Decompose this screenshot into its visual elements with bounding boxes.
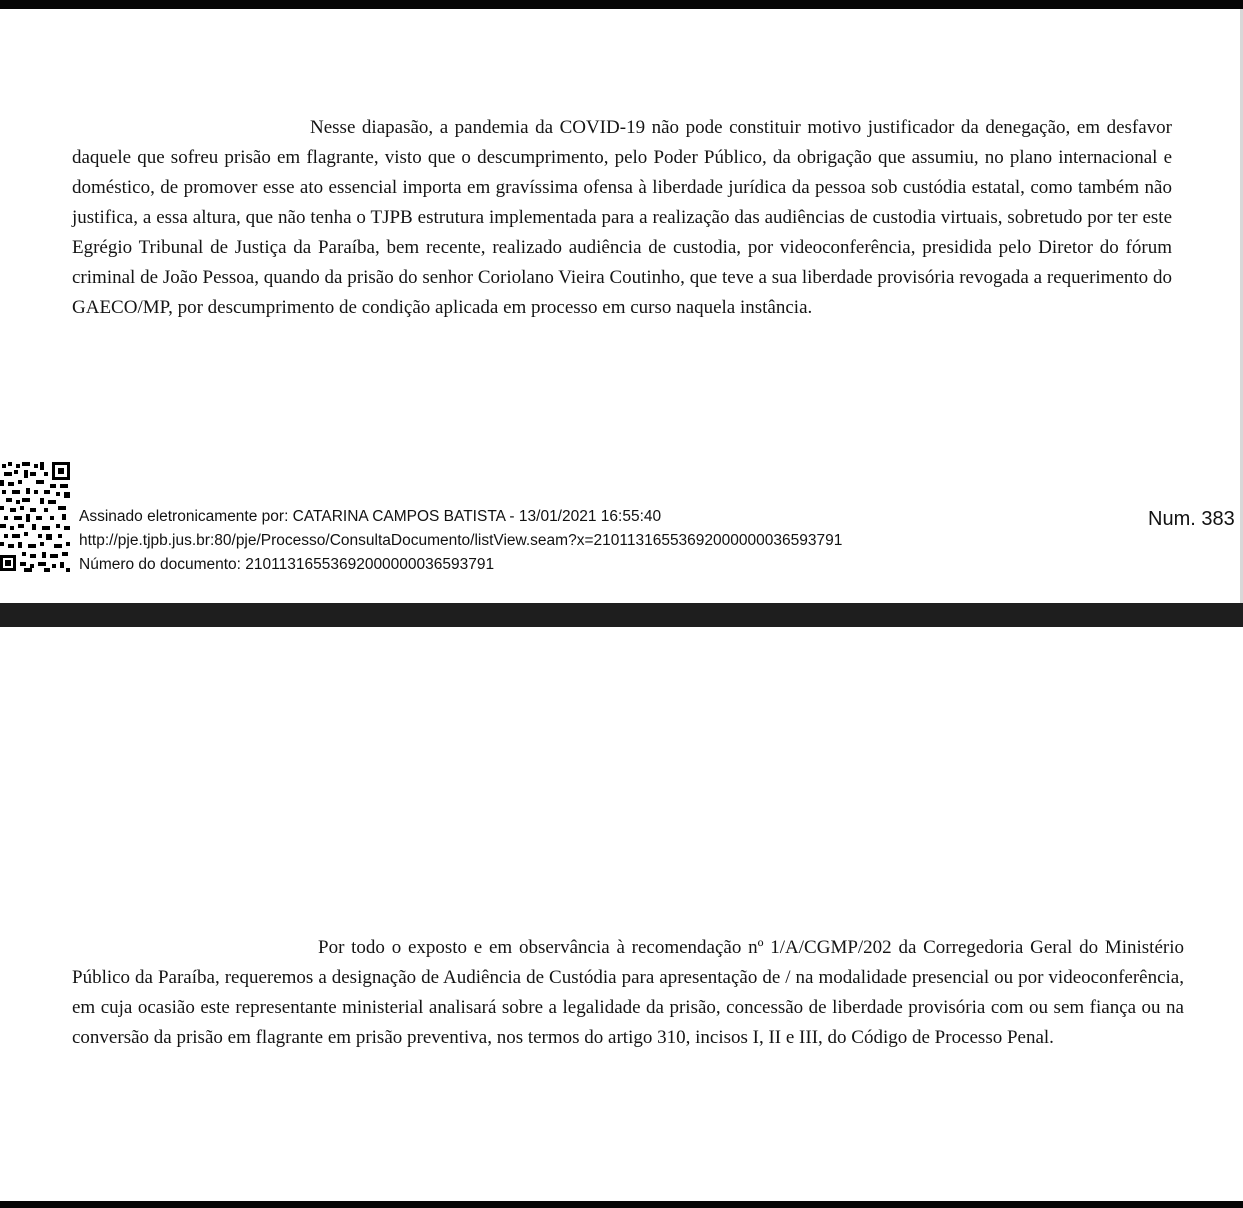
page-num-label: Num. 383 — [1148, 508, 1235, 530]
paragraph-request-text: Por todo o exposto e em observância à recomendação nº 1/A/CGMP/202 da Corregedoria Geral do Ministério Público da Paraíba, requeremos a designação de Audiência de Custódia para apresentação de / na modalidade presencial ou por videoconferência, em cuja ocasião este representante ministerial analisará sobre a legalidade da prisão, concessão de liberdade provisória com ou sem fiança ou na conversão da prisão em flagrante em prisão preventiva, nos termos do artigo 310, incisos I, II e III, do Código de Processo Penal. — [72, 937, 1184, 1048]
bottom-dark-border — [0, 1201, 1243, 1208]
document-url-link[interactable]: http://pje.tjpb.jus.br:80/pje/Processo/ConsultaDocumento/listView.seam?x=21011316553692000000036593791 — [79, 532, 843, 549]
paragraph-request — [72, 933, 1184, 1053]
qr-code-icon — [0, 460, 72, 573]
document-number-line: Número do documento: 21011316553692000000036593791 — [79, 556, 495, 573]
signed-by-line: Assinado eletronicamente por: CATARINA CAMPOS BATISTA - 13/01/2021 16:55:40 — [79, 508, 662, 525]
page-separator — [0, 603, 1243, 627]
signature-block — [79, 505, 842, 577]
top-dark-border — [0, 0, 1243, 9]
paragraph-covid — [72, 113, 1172, 323]
paragraph-covid-text: Nesse diapasão, a pandemia da COVID-19 não pode constituir motivo justificador da denegação, em desfavor daquele que sofreu prisão em flagrante, visto que o descumprimento, pelo Poder Público, da obrigação que assumiu, no plano internacional e doméstico, de promover esse ato essencial importa em gravíssima ofensa à liberdade jurídica da pessoa sob custódia estatal, como também não justifica, a essa altura, que não tenha o TJPB estrutura implementada para a realização das audiências de custodia virtuais, sobretudo por ter este Egrégio Tribunal de Justiça da Paraíba, bem recente, realizado audiência de custodia, por videoconferência, presidida pelo Diretor do fórum criminal de João Pessoa, quando da prisão do senhor Coriolano Vieira Coutinho, que teve a sua liberdade provisória revogada a requerimento do GAECO/MP, por descumprimento de condição aplicada em processo em curso naquela instância. — [72, 117, 1172, 318]
